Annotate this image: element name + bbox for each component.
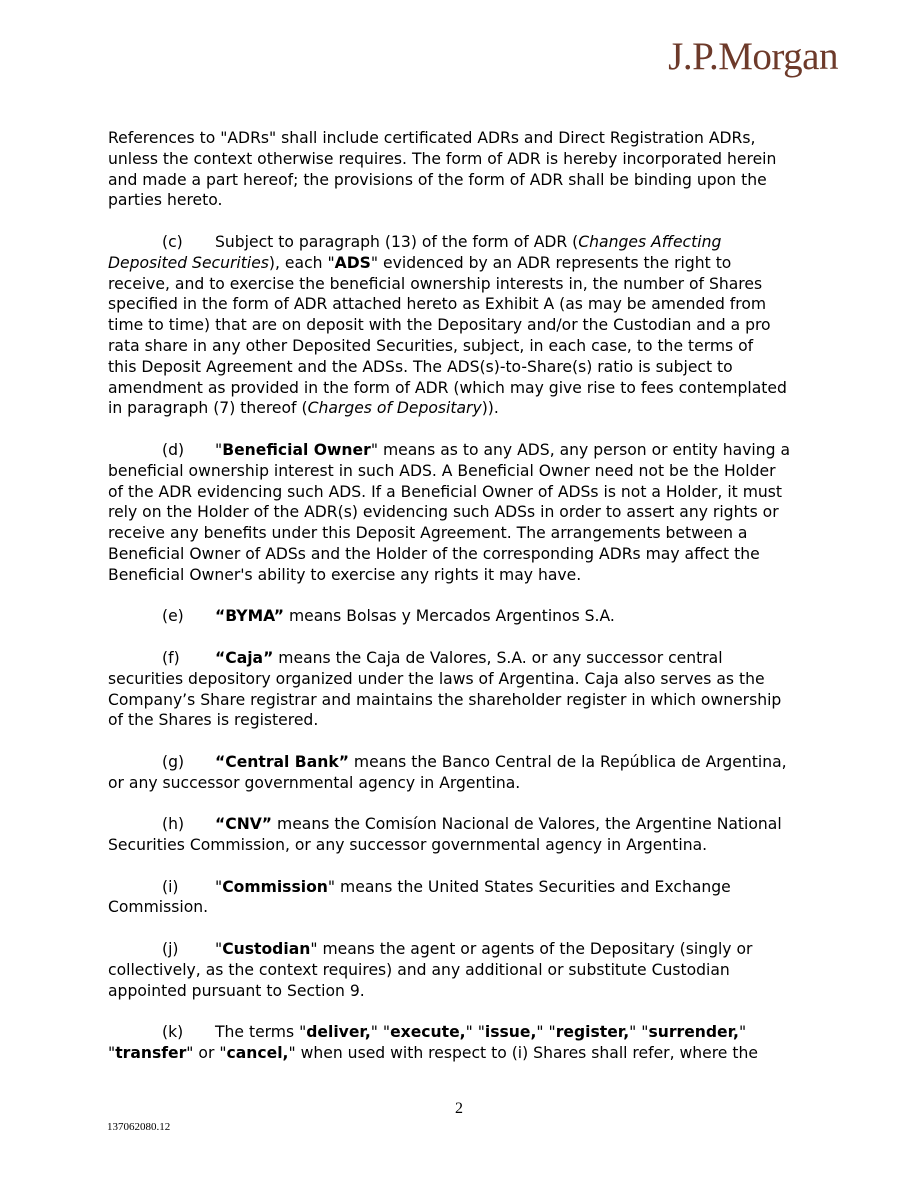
clause-label: (f) <box>162 648 180 667</box>
clause-label: (h) <box>162 815 185 834</box>
defined-term: Beneficial Owner <box>222 440 371 459</box>
paragraph-f-caja <box>108 648 820 731</box>
paragraph-c-ads <box>108 232 820 419</box>
text-run: means Bolsas y Mercados Argentinos S.A. <box>283 607 615 626</box>
text-line <box>108 814 820 835</box>
text-line: amendment as provided in the form of ADR (which may give rise to fees contemplated <box>108 378 787 397</box>
text-line: parties hereto. <box>108 191 223 210</box>
document-id: 137062080.12 <box>107 1121 171 1133</box>
clause-label: (d) <box>162 440 185 459</box>
paragraph-k-terms <box>108 1022 820 1064</box>
text-line: specified in the form of ADR attached hereto as Exhibit A (as may be amended from <box>108 295 767 314</box>
text-line: receive any benefits under this Deposit Agreement. The arrangements between a <box>108 524 748 543</box>
text-line <box>108 398 820 419</box>
text-line: this Deposit Agreement and the ADSs. The ADS(s)-to-Share(s) ratio is subject to <box>108 357 733 376</box>
text-run: in paragraph (7) thereof ( <box>108 399 308 418</box>
text-line: Company’s Share registrar and maintains the shareholder register in which ownership <box>108 690 782 709</box>
text-line: securities depository organized under the laws of Argentina. Caja also serves as the <box>108 669 765 688</box>
clause-label: (i) <box>162 877 179 896</box>
italic-text: Charges of Depositary <box>307 399 482 418</box>
clause-label: (j) <box>162 940 179 959</box>
defined-term: issue, <box>484 1023 537 1042</box>
text-line: receive, and to exercise the beneficial ownership interests in, the number of Shares <box>108 274 763 293</box>
text-run: means the Comisíon Nacional de Valores, the Argentine National <box>272 815 782 834</box>
text-line: Securities Commission, or any successor governmental agency in Argentina. <box>108 836 708 855</box>
text-line: of the Shares is registered. <box>108 711 319 730</box>
text-line: References to "ADRs" shall include certificated ADRs and Direct Registration ADRs, <box>108 129 756 147</box>
clause-label: (g) <box>162 752 185 771</box>
text-line: Commission. <box>108 898 209 917</box>
defined-term: “Caja” <box>215 648 274 667</box>
paragraph-i-commission <box>108 877 820 919</box>
text-line <box>108 232 820 253</box>
text-line <box>108 752 820 773</box>
text-line <box>108 1043 820 1064</box>
text-line: appointed pursuant to Section 9. <box>108 981 365 1000</box>
defined-term: Commission <box>222 877 328 896</box>
text-run: " means the agent or agents of the Depositary (singly or <box>310 940 753 959</box>
text-line: collectively, as the context requires) and any additional or substitute Custodian <box>108 960 730 979</box>
text-line <box>108 648 820 669</box>
text-run: " <box>215 440 223 459</box>
text-line: rata share in any other Deposited Securities, subject, in each case, to the terms of <box>108 336 754 355</box>
text-line <box>108 606 820 627</box>
italic-text: Deposited Securities <box>108 253 269 272</box>
text-run: The terms " <box>215 1023 307 1042</box>
italic-text: Changes Affecting <box>578 232 722 251</box>
text-line: unless the context otherwise requires. The form of ADR is hereby incorporated herein <box>108 149 777 168</box>
text-run: " or " <box>186 1044 227 1063</box>
text-run: " <box>215 877 223 896</box>
text-line: Beneficial Owner's ability to exercise any rights it may have. <box>108 565 582 584</box>
text-run: " <box>738 1023 747 1042</box>
text-line: or any successor governmental agency in Argentina. <box>108 773 521 792</box>
text-run: " <box>108 1044 116 1063</box>
defined-term: transfer <box>115 1044 187 1063</box>
clause-label: (e) <box>162 607 184 626</box>
text-run: )). <box>481 399 499 418</box>
defined-term: “BYMA” <box>215 607 284 626</box>
text-line: and made a part hereof; the provisions of the form of ADR shall be binding upon the <box>108 170 767 189</box>
paragraph-d-beneficial-owner <box>108 440 820 586</box>
text-run: " means the United States Securities and Exchange <box>327 877 731 896</box>
document-body <box>108 128 820 1085</box>
defined-term: cancel, <box>226 1044 289 1063</box>
defined-term: Custodian <box>222 940 311 959</box>
paragraph-adr-references <box>108 128 820 211</box>
clause-label: (k) <box>162 1023 184 1042</box>
defined-term: surrender, <box>648 1023 739 1042</box>
text-run: " " <box>370 1023 391 1042</box>
defined-term: “Central Bank” <box>215 752 349 771</box>
text-run: means the Banco Central de la República de Argentina, <box>348 752 787 771</box>
text-run: " means as to any ADS, any person or entity having a <box>370 440 791 459</box>
text-line <box>108 440 820 461</box>
paragraph-h-cnv <box>108 814 820 856</box>
text-line <box>108 253 820 274</box>
text-line <box>108 1022 820 1043</box>
text-line: rely on the Holder of the ADR(s) evidencing such ADSs in order to assert any rights or <box>108 503 779 522</box>
text-run: ), each " <box>268 253 335 272</box>
paragraph-e-byma <box>108 606 820 627</box>
clause-label: (c) <box>162 232 183 251</box>
text-run: Subject to paragraph (13) of the form of ADR ( <box>215 232 579 251</box>
text-line: of the ADR evidencing such ADS. If a Beneficial Owner of ADSs is not a Holder, it must <box>108 482 783 501</box>
page-number: 2 <box>455 1100 463 1117</box>
text-run: " when used with respect to (i) Shares shall refer, where the <box>288 1044 758 1063</box>
defined-term: execute, <box>390 1023 466 1042</box>
text-run: " " <box>536 1023 556 1042</box>
text-run: " " <box>465 1023 485 1042</box>
text-line <box>108 877 820 898</box>
jpmorgan-logo: J.P.Morgan <box>668 35 838 78</box>
text-run: means the Caja de Valores, S.A. or any successor central <box>273 648 723 667</box>
defined-term: ADS <box>334 253 371 272</box>
text-run: " evidenced by an ADR represents the right to <box>370 253 732 272</box>
text-line: Beneficial Owner of ADSs and the Holder of the corresponding ADRs may affect the <box>108 544 760 563</box>
defined-term: register, <box>555 1023 630 1042</box>
defined-term: deliver, <box>306 1023 371 1042</box>
text-line <box>108 939 820 960</box>
defined-term: “CNV” <box>215 815 273 834</box>
text-run: " " <box>629 1023 649 1042</box>
paragraph-j-custodian <box>108 939 820 1001</box>
text-line: time to time) that are on deposit with the Depositary and/or the Custodian and a pro <box>108 316 771 335</box>
paragraph-g-central-bank <box>108 752 820 794</box>
text-run: " <box>215 940 223 959</box>
text-line: beneficial ownership interest in such ADS. A Beneficial Owner need not be the Holder <box>108 461 776 480</box>
